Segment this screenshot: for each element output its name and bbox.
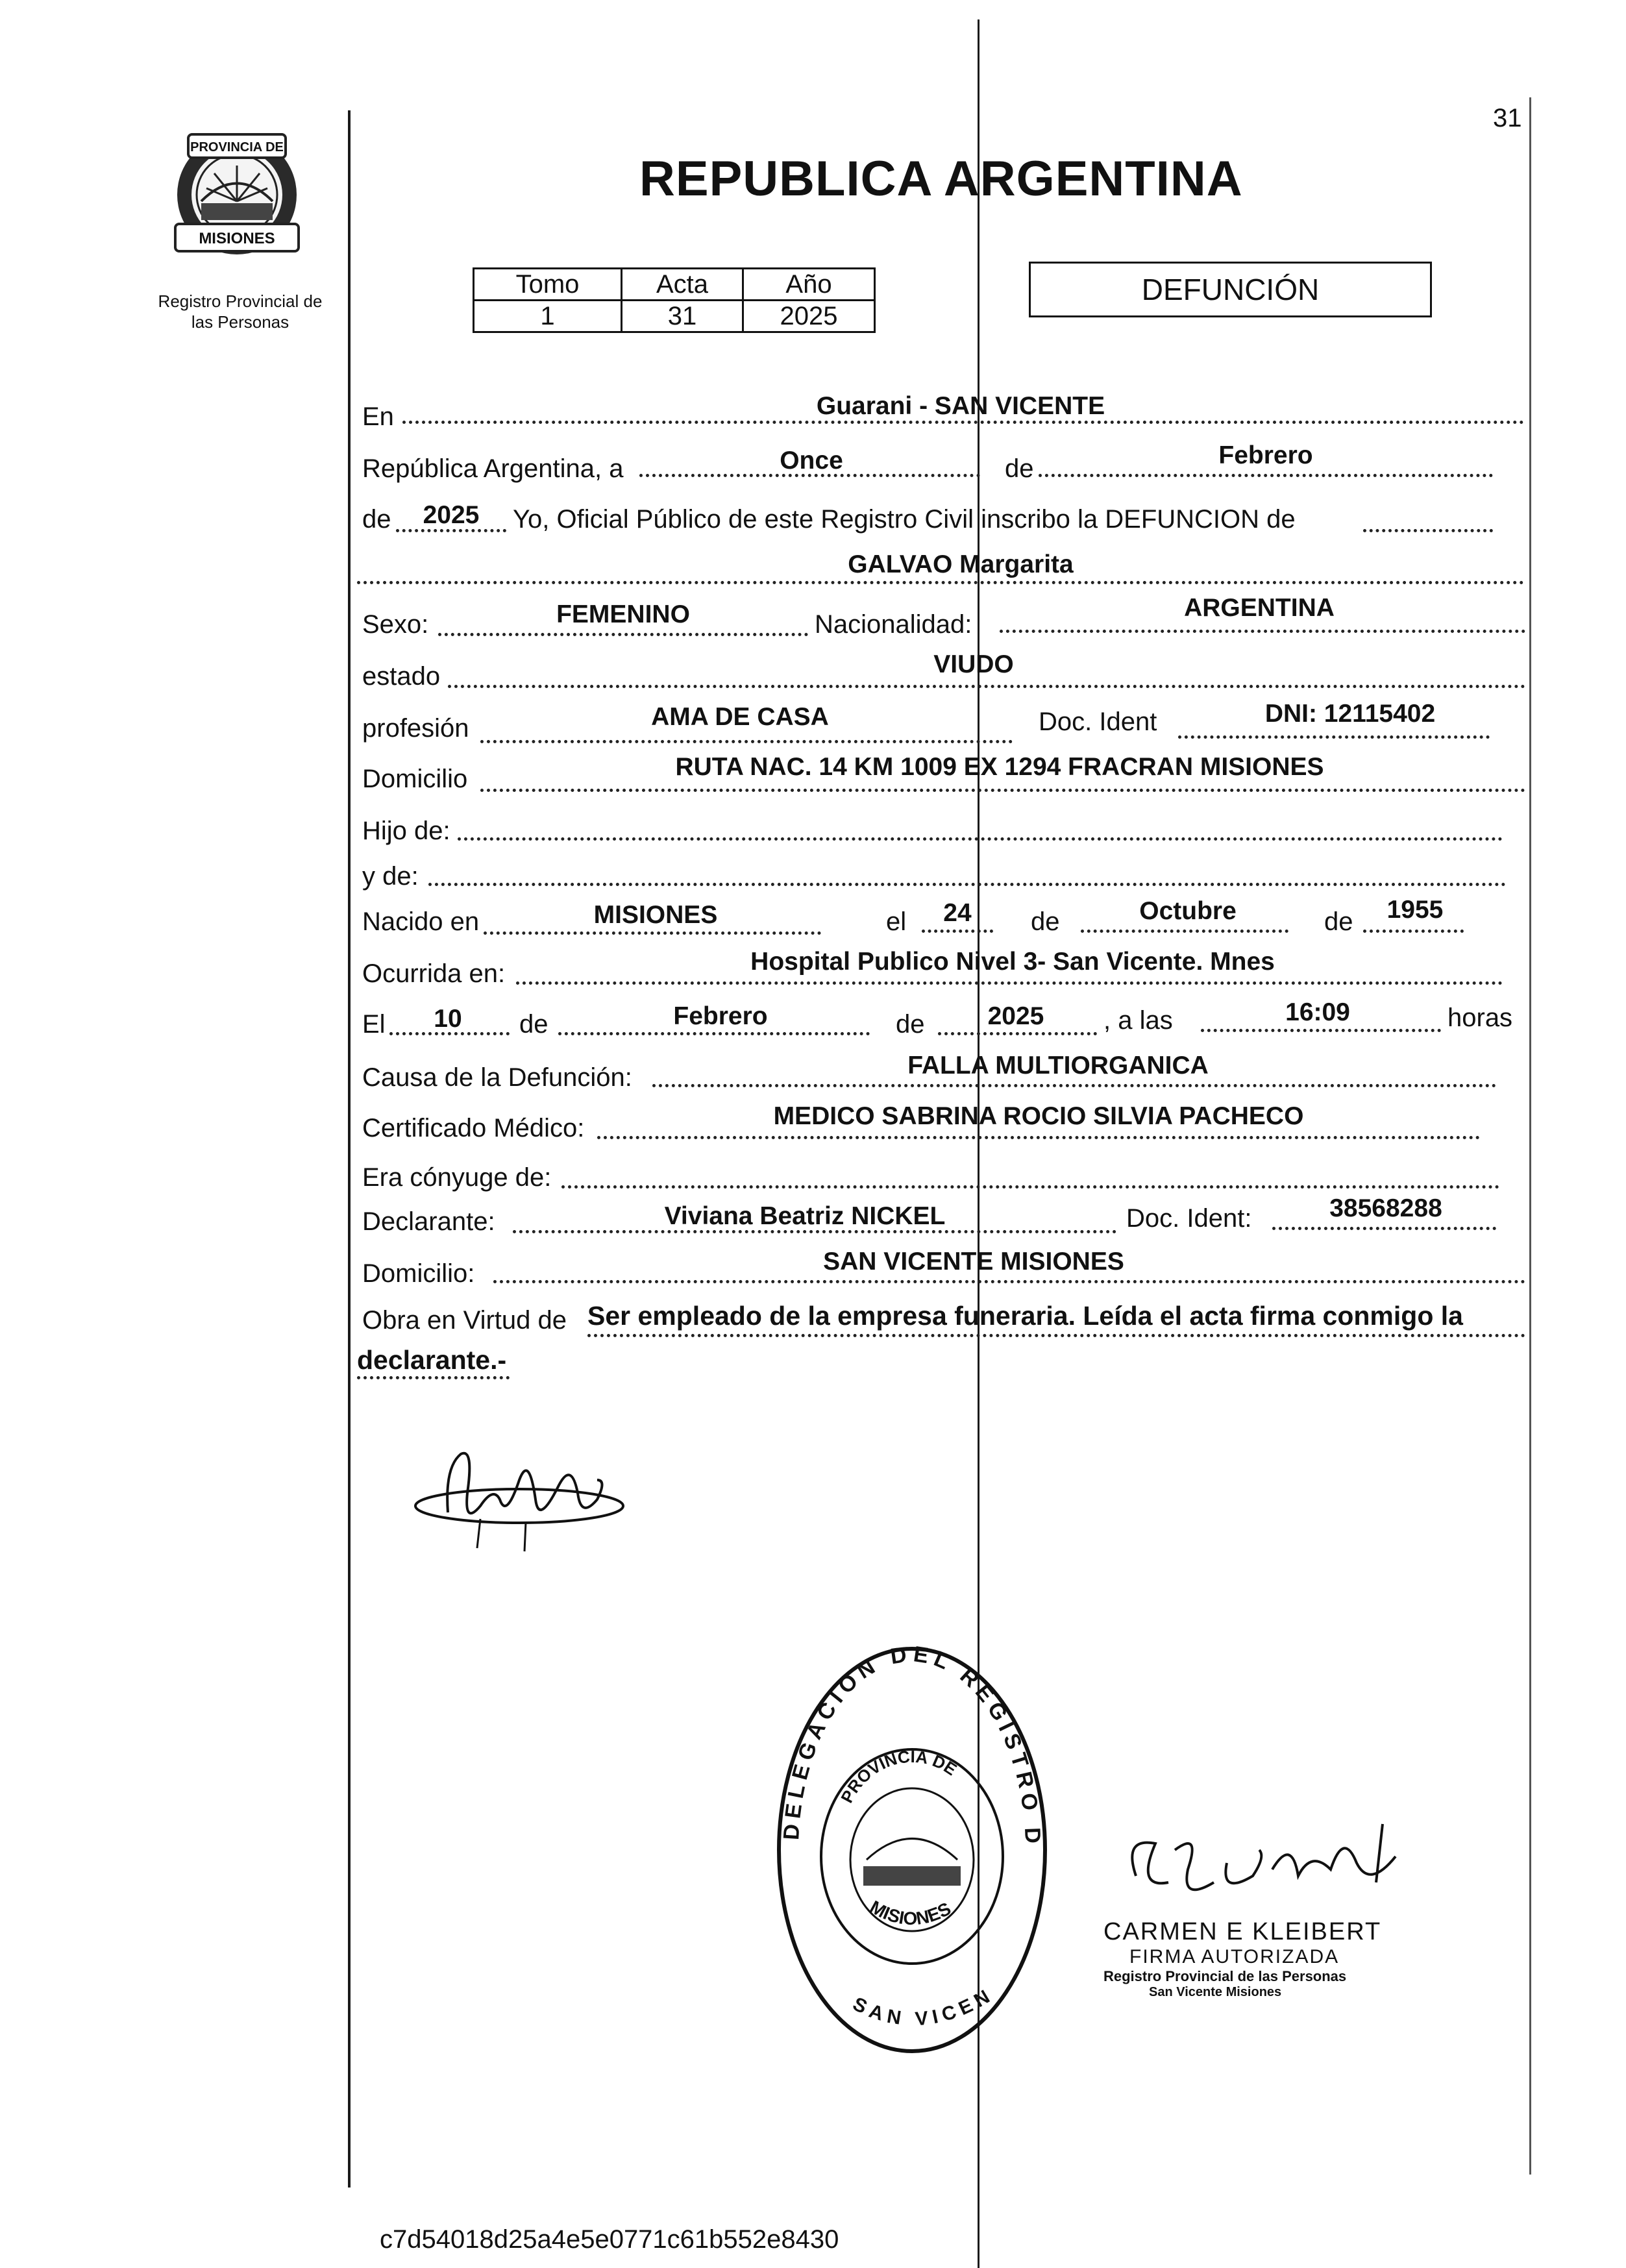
declarante-label: Declarante: <box>362 1207 495 1236</box>
de3-label: de <box>1031 907 1060 936</box>
left-margin-line <box>348 110 351 2188</box>
death-year: 2025 <box>987 1002 1044 1030</box>
anio-header: Año <box>743 269 875 301</box>
registry-caption <box>136 291 344 332</box>
emblem-bottom-text: MISIONES <box>199 230 275 247</box>
seal-bottom-text: SAN VICEN <box>849 1983 998 2030</box>
obra-line2 <box>357 1376 510 1379</box>
ocurrida-label: Ocurrida en: <box>362 959 506 988</box>
registry-seal <box>759 1636 1065 2064</box>
anio-value: 2025 <box>743 301 875 332</box>
el-label: el <box>886 907 907 936</box>
hijo-line <box>458 837 1503 841</box>
seal-outer-text: DELEGACION DEL REGISTRO D <box>779 1642 1046 1849</box>
birth-month-line <box>1081 930 1288 933</box>
de1-label: de <box>1005 454 1034 483</box>
right-margin-line <box>1529 97 1531 2175</box>
month-value: Febrero <box>1218 441 1313 469</box>
sexo-value: FEMENINO <box>556 600 690 628</box>
doc-label: Doc. Ident <box>1039 708 1157 736</box>
nacido-value: MISIONES <box>593 901 718 929</box>
alas-label: , a las <box>1103 1006 1173 1035</box>
officer-stamp <box>1103 1918 1467 2000</box>
nacido-label: Nacido en <box>362 907 480 936</box>
oficial-line <box>1363 529 1493 532</box>
estado-value: VIUDO <box>933 650 1014 678</box>
nacionalidad-label: Nacionalidad: <box>815 610 972 639</box>
month-line <box>1039 474 1493 477</box>
death-time-line <box>1201 1029 1441 1032</box>
de6-label: de <box>896 1010 925 1039</box>
causa-label: Causa de la Defunción: <box>362 1063 632 1092</box>
certificado-line <box>597 1136 1480 1139</box>
name-line <box>357 581 1524 584</box>
domicilio-line <box>480 789 1525 792</box>
record-type-box: DEFUNCIÓN <box>1029 262 1432 317</box>
record-table-header <box>474 269 875 301</box>
horas-label: horas <box>1447 1004 1513 1032</box>
emblem-top-text: PROVINCIA DE <box>190 140 284 154</box>
death-year-line <box>938 1032 1097 1035</box>
tomo-value: 1 <box>474 301 622 332</box>
acta-value: 31 <box>622 301 743 332</box>
declarant-signature-image <box>409 1441 630 1558</box>
domicilio2-value: SAN VICENTE MISIONES <box>823 1248 1124 1276</box>
emblem-image <box>162 127 312 269</box>
seal-inner-bottom: MISIONES <box>867 1896 955 1929</box>
en-value: Guarani - SAN VICENTE <box>816 392 1105 420</box>
el2-label: El <box>362 1010 386 1039</box>
ocurrida-line <box>516 981 1503 985</box>
birth-day: 24 <box>943 899 972 927</box>
officer-title: FIRMA AUTORIZADA <box>1129 1946 1340 1967</box>
yde-line <box>428 883 1506 886</box>
nacido-line <box>484 931 821 935</box>
republica-label: República Argentina, a <box>362 454 624 483</box>
en-line <box>402 421 1524 424</box>
de5-label: de <box>519 1010 548 1039</box>
death-day: 10 <box>434 1005 462 1033</box>
causa-value: FALLA MULTIORGANICA <box>907 1052 1209 1079</box>
death-time: 16:09 <box>1285 998 1350 1026</box>
document-title: REPUBLICA ARGENTINA <box>639 151 1243 206</box>
sexo-label: Sexo: <box>362 610 429 639</box>
death-month-line <box>558 1032 870 1035</box>
nacionalidad-line <box>1000 630 1525 633</box>
hijo-label: Hijo de: <box>362 817 450 845</box>
obra-value-line2: declarante.- <box>357 1345 507 1375</box>
officer-signature-image <box>1097 1811 1435 1921</box>
birth-month: Octubre <box>1139 897 1237 925</box>
en-label: En <box>362 402 394 431</box>
declarant-signature <box>409 1441 630 1558</box>
doc-value: DNI: 12115402 <box>1264 700 1436 728</box>
svg-text:MISIONES <box>867 1897 954 1929</box>
conyuge-label: Era cónyuge de: <box>362 1163 552 1192</box>
doc2-line <box>1272 1227 1496 1230</box>
nacionalidad-value: ARGENTINA <box>1184 594 1335 622</box>
day-value: Once <box>780 447 843 475</box>
birth-day-line <box>922 930 993 933</box>
de4-label: de <box>1324 907 1353 936</box>
tomo-header: Tomo <box>474 269 622 301</box>
doc2-label: Doc. Ident: <box>1126 1204 1252 1233</box>
domicilio2-line <box>493 1280 1525 1283</box>
death-month: Febrero <box>673 1002 768 1030</box>
record-table <box>473 267 876 333</box>
profesion-label: profesión <box>362 714 469 743</box>
oficial-text: Yo, Oficial Público de este Registro Civil inscribo la DEFUNCION de <box>513 505 1296 534</box>
birth-year: 1955 <box>1386 896 1444 924</box>
de2-label: de <box>362 505 391 534</box>
officer-org: Registro Provincial de las Personas <box>1103 1968 1347 1984</box>
officer-name: CARMEN E KLEIBERT <box>1103 1918 1382 1945</box>
obra-line <box>587 1334 1525 1337</box>
domicilio-value: RUTA NAC. 14 KM 1009 EX 1294 FRACRAN MISIONES <box>675 753 1324 781</box>
conyuge-line <box>561 1185 1499 1189</box>
province-emblem <box>162 127 312 269</box>
certificado-value: MEDICO SABRINA ROCIO SILVIA PACHECO <box>773 1102 1304 1130</box>
profesion-value: AMA DE CASA <box>651 703 829 731</box>
officer-signature <box>1097 1811 1435 1921</box>
year-value: 2025 <box>423 501 480 529</box>
certificado-label: Certificado Médico: <box>362 1114 585 1142</box>
obra-value-line1: Ser empleado de la empresa funeraria. Leída el acta firma conmigo la <box>587 1301 1463 1331</box>
estado-label: estado <box>362 662 441 691</box>
profesion-line <box>480 740 1013 743</box>
estado-line <box>448 685 1525 688</box>
birth-year-line <box>1363 930 1464 933</box>
registry-seal-image <box>759 1636 1065 2064</box>
document-hash: c7d54018d25a4e5e0771c61b552e8430 <box>380 2225 839 2254</box>
record-table-row <box>474 301 875 332</box>
domicilio2-label: Domicilio: <box>362 1259 475 1288</box>
ocurrida-value: Hospital Publico Nivel 3- San Vicente. Mnes <box>750 948 1275 976</box>
sexo-line <box>438 633 808 636</box>
yde-label: y de: <box>362 862 419 891</box>
deceased-name: GALVAO Margarita <box>848 550 1074 578</box>
svg-text:DELEGACION DEL REGISTRO DE LAS <box>759 1636 1045 1849</box>
officer-location: San Vicente Misiones <box>1149 1985 1282 1999</box>
seal-inner-top: PROVINCIA DE <box>837 1746 961 1806</box>
causa-line <box>652 1084 1496 1087</box>
acta-header: Acta <box>622 269 743 301</box>
obra-label: Obra en Virtud de <box>362 1306 567 1335</box>
registry-caption-line2: las Personas <box>191 312 289 332</box>
doc2-value: 38568288 <box>1329 1194 1442 1222</box>
page-number: 31 <box>1493 104 1522 132</box>
doc-line <box>1178 735 1490 739</box>
domicilio-label: Domicilio <box>362 765 468 793</box>
registry-caption-line1: Registro Provincial de <box>158 291 323 311</box>
declarante-value: Viviana Beatriz NICKEL <box>664 1202 946 1230</box>
